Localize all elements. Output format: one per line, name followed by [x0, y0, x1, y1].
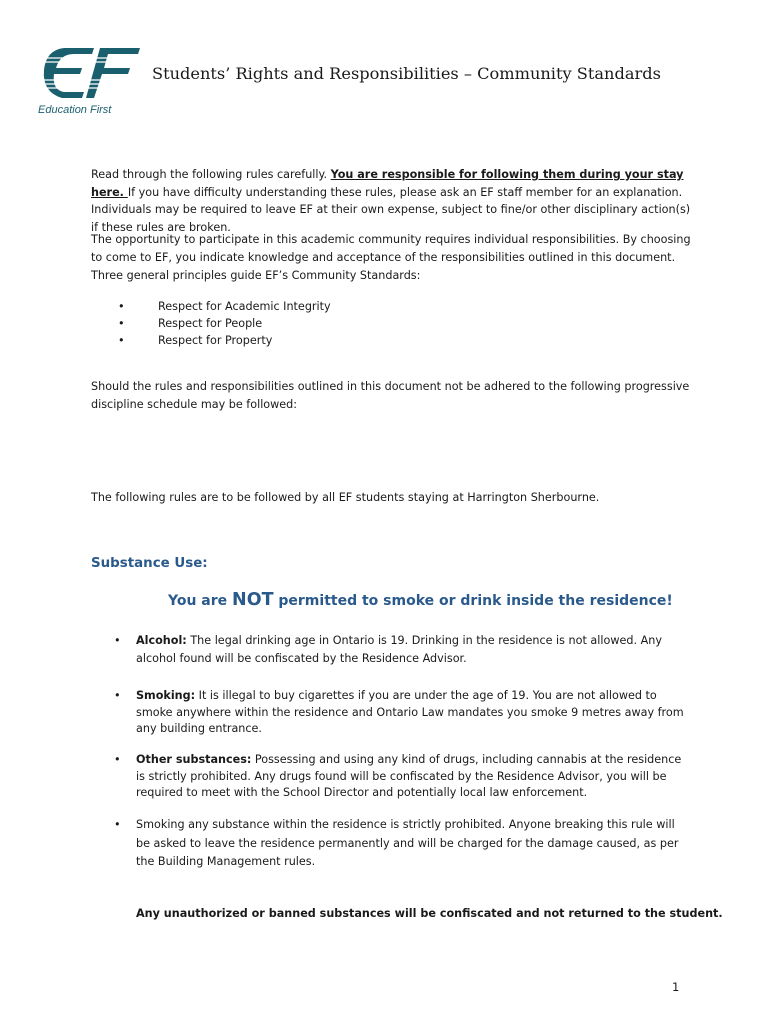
- intro-text-before: Read through the following rules carefully.: [91, 168, 331, 181]
- rule-text: Possessing and using any kind of drugs, including cannabis at the residence is strictly prohibited. Any drugs found will be confiscated by the Residence Advisor, you will be required to meet with the School Director and potentially local law enforcement.: [136, 753, 682, 799]
- principle-text: Respect for People: [158, 317, 263, 330]
- discipline-paragraph: Should the rules and responsibilities outlined in this document not be adhered to the following progressive discipline schedule may be followed:: [91, 380, 690, 411]
- bullet-icon: •: [118, 334, 125, 347]
- page-number: 1: [672, 980, 680, 994]
- intro-emphasis: You are responsible for following them during your stay here.: [91, 168, 684, 199]
- rule-text: It is illegal to buy cigarettes if you are under the age of 19. You are not allowed to smoke anywhere within the residence and Ontario Law mandates you smoke 9 metres away from any building entrance.: [136, 689, 684, 735]
- rule-text: Smoking any substance within the residence is strictly prohibited. Anyone breaking this rule will be asked to leave the residence permanently and will be charged for the damage caused, as per the Building Management rules.: [136, 818, 679, 868]
- warning-before: You are: [168, 593, 233, 609]
- document-title: Students’ Rights and Responsibilities – Community Standards: [152, 64, 661, 83]
- bullet-icon: •: [118, 300, 125, 313]
- list-item: [114, 816, 684, 872]
- principle-text: Respect for Property: [158, 334, 273, 347]
- rule-label: Alcohol:: [136, 634, 187, 647]
- bullet-icon: •: [114, 818, 121, 831]
- list-item: [118, 333, 331, 350]
- bullet-icon: •: [118, 317, 125, 330]
- rules-intro-paragraph: The following rules are to be followed by all EF students staying at Harrington Sherbourne.: [91, 491, 600, 504]
- rule-text: The legal drinking age in Ontario is 19. Drinking in the residence is not allowed. Any alcohol found will be confiscated by the Residence Advisor.: [136, 634, 662, 665]
- responsibilities-paragraph: The opportunity to participate in this academic community requires individual responsibilities. By choosing to come to EF, you indicate knowledge and acceptance of the responsibilities outlined in this document. Three general principles guide EF’s Community Standards:: [91, 233, 691, 282]
- list-item: [114, 688, 684, 738]
- list-item: [114, 632, 684, 668]
- intro-paragraph: [91, 166, 691, 236]
- list-item: [118, 316, 331, 333]
- rule-label: Other substances:: [136, 753, 252, 766]
- intro-text-after: If you have difficulty understanding these rules, please ask an EF staff member for an explanation. Individuals may be required to leave EF at their own expense, subject to fine/or other disciplinary action(s) if these rules are broken.: [91, 185, 691, 234]
- principle-text: Respect for Academic Integrity: [158, 300, 331, 313]
- list-item: [118, 299, 331, 316]
- ef-logo: [36, 40, 146, 118]
- logo-tagline: Education First: [38, 104, 112, 116]
- bullet-icon: •: [114, 753, 121, 766]
- bullet-icon: •: [114, 634, 121, 647]
- bullet-icon: •: [114, 689, 121, 702]
- principles-list: [118, 299, 331, 350]
- section-heading: Substance Use:: [91, 556, 208, 571]
- warning-heading: [168, 592, 673, 610]
- list-item: [114, 752, 684, 802]
- warning-emphasis: NOT: [232, 590, 274, 610]
- warning-after: permitted to smoke or drink inside the residence!: [273, 593, 673, 609]
- closing-note: Any unauthorized or banned substances will be confiscated and not returned to the student.: [136, 907, 723, 920]
- rule-label: Smoking:: [136, 689, 196, 702]
